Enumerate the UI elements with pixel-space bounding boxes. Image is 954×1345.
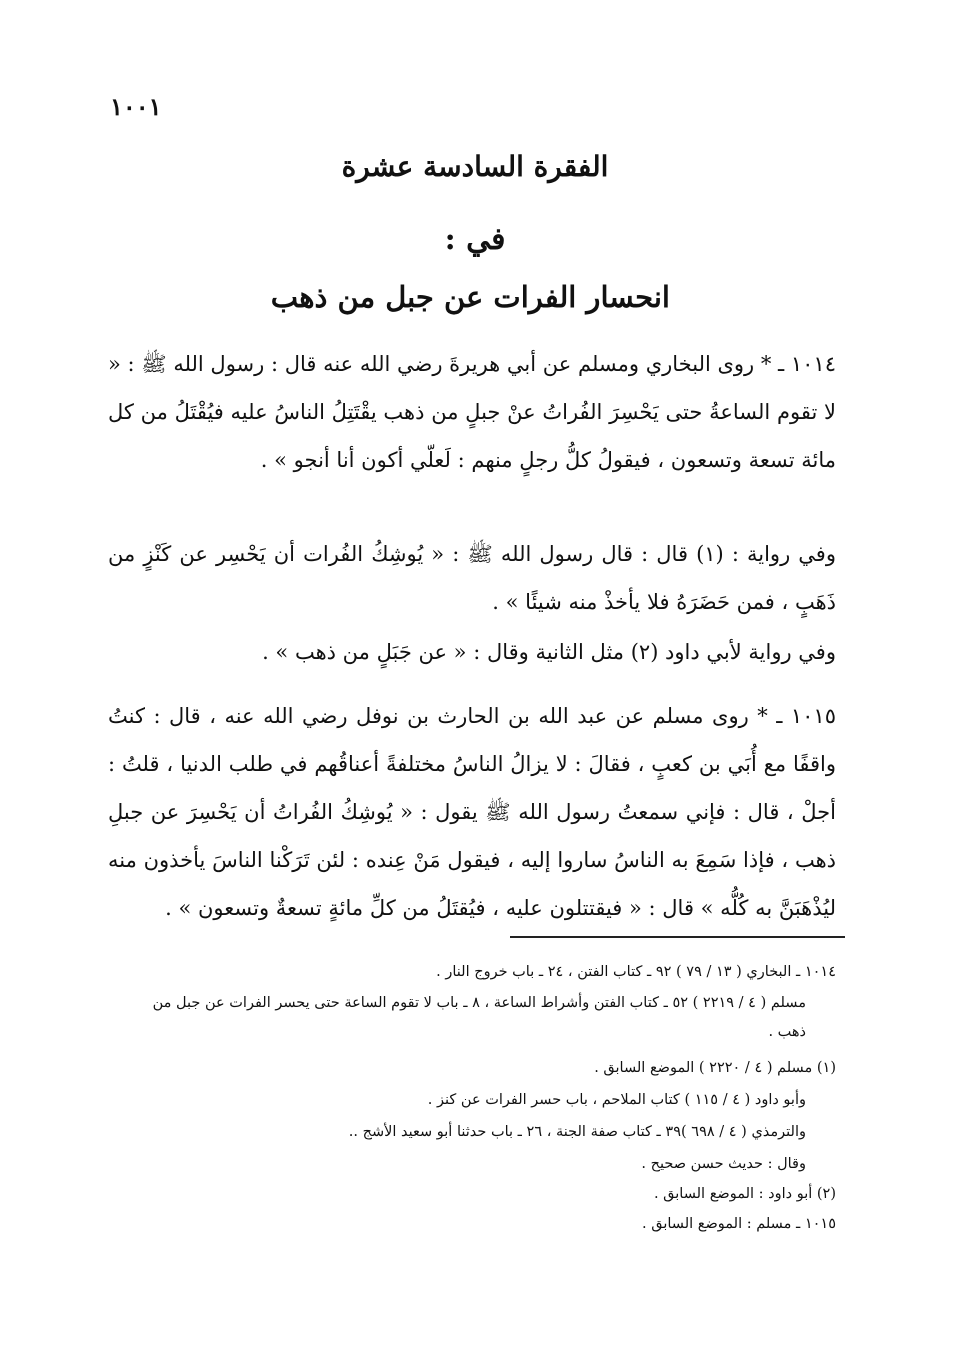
footnote-1-grading: وقال : حديث حسن صحيح . bbox=[641, 1156, 806, 1172]
footnote-1014-bukhari: ١٠١٤ ـ البخاري ( ١٣ / ٧٩ ) ٩٢ ـ كتاب الفتن ، ٢٤ ـ باب خروج النار . bbox=[436, 964, 836, 980]
narration-1: وفي رواية : (١) قال : قال رسول الله ﷺ : « يُوشِكُ الفُرات أن يَحْسِر عن كَنْزٍ من ذَهَبٍ ، فمن حَضَرَهُ فلا يأخذْ منه شيئًا » . bbox=[108, 542, 836, 614]
footnote-divider bbox=[510, 936, 845, 938]
footnote-2: (٢) أبو داود : الموضع السابق . bbox=[653, 1186, 836, 1202]
footnote-1014-muslim: مسلم ( ٤ / ٢٢١٩ ) ٥٢ ـ كتاب الفتن وأشراط الساعة ، ٨ ـ باب لا تقوم الساعة حتى يحسر الفرات عن جبل من ذهب . bbox=[152, 995, 806, 1040]
page-number: ١٠٠١ bbox=[110, 92, 162, 121]
topic-heading: انحسار الفرات عن جبل من ذهب bbox=[270, 280, 670, 314]
hadith-1015: ١٠١٥ ـ * روى مسلم عن عبد الله بن الحارث بن نوفل رضي الله عنه ، قال : كنتُ واقفًا مع أُبَي بن كعبٍ ، فقالَ : لا يزالُ الناسُ مختلفةً أعناقُهم في طلب الدنيا ، قلتُ : أجلْ ، قال : فإني سمعتُ رسول الله ﷺ يقول : « يُوشِكُ الفُراتُ أن يَحْسِرَ عن جبلِ ذهب ، فإذا سَمِعَ به الناسُ ساروا إليه ، فيقول مَنْ عِنده : لئن تَرَكْنا الناسَ يأخذون منه ليُذْهَبَنَّ به كُلُّه » قال : « فيقتتلون عليه ، فيُقتَلُ من كلِّ مائةٍ تسعةٌ وتسعون » . bbox=[108, 704, 836, 920]
footnote-1-tirmidhi: والترمذي ( ٤ / ٦٩٨ )٣٩ ـ كتاب صفة الجنة ، ٢٦ ـ باب حدثنا أبو سعيد الأشج .. bbox=[348, 1124, 806, 1140]
section-heading: الفقرة السادسة عشرة bbox=[341, 150, 609, 183]
footnote-1: (١) مسلم ( ٤ / ٢٢٢٠ ) الموضع السابق . bbox=[594, 1060, 836, 1076]
footnote-1-abu-dawud: وأبو داود ( ٤ / ١١٥ ) كتاب الملاحم ، باب حسر الفرات عن كنز . bbox=[427, 1092, 806, 1108]
in-heading: في : bbox=[444, 222, 506, 257]
hadith-1014: ١٠١٤ ـ * روى البخاري ومسلم عن أبي هريرةَ رضي الله عنه قال : رسول الله ﷺ : « لا تقوم الساعةُ حتى يَحْسِرَ الفُراتُ عنْ جبلٍ من ذهب يقْتَتِلُ الناسُ عليه فيُقْتَلُ من كل مائة تسعة وتسعون ، فيقولُ كلُّ رجلٍ منهم : لَعلّي أكون أنا أنجو » . bbox=[108, 352, 836, 472]
narration-abu-dawud: وفي رواية لأبي داود (٢) مثل الثانية وقال : « عن جَبَلٍ من ذهب » . bbox=[262, 640, 836, 664]
footnote-1015: ١٠١٥ ـ مسلم : الموضع السابق . bbox=[642, 1216, 836, 1232]
